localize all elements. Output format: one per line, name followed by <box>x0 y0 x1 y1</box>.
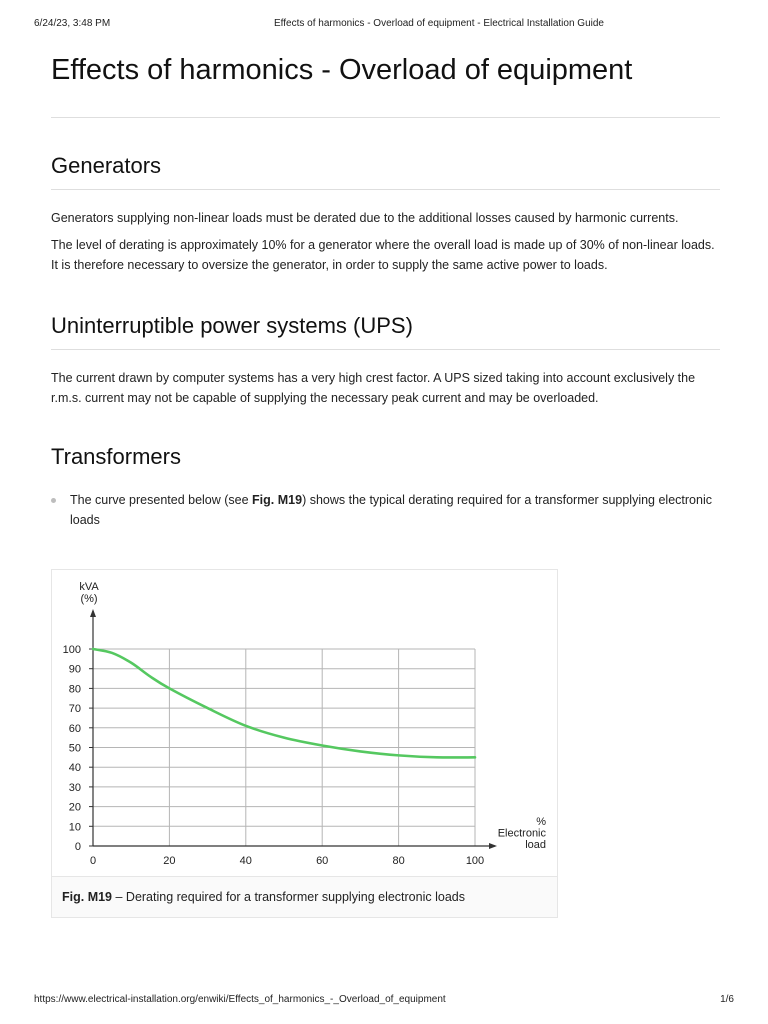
print-header <box>34 18 734 32</box>
y-tick-label: 50 <box>68 742 81 755</box>
y-axis-arrow <box>90 609 96 617</box>
figure-reference-link[interactable]: Fig. M19 <box>252 493 303 507</box>
bullet-icon <box>51 498 56 503</box>
y-tick-label: 10 <box>68 821 81 834</box>
x-tick-label: 60 <box>316 855 329 867</box>
y-tick-label: 0 <box>74 841 81 853</box>
transformers-list <box>51 490 720 530</box>
ups-paragraph-1: The current drawn by computer systems has a very high crest factor. A UPS sized taking into account exclusively the r.m.s. current may not be capable of supplying the necessary peak current and may be overloaded. <box>51 371 696 405</box>
y-tick-label: 20 <box>68 801 81 814</box>
y-tick-label: 100 <box>62 644 81 656</box>
list-item <box>51 490 720 530</box>
y-tick-label: 80 <box>68 683 81 696</box>
figure-caption-text: – Derating required for a transformer supplying electronic loads <box>112 890 465 904</box>
chart-grid <box>93 649 475 846</box>
x-tick-label: 40 <box>239 855 252 867</box>
x-tick-label: 100 <box>465 855 485 867</box>
y-axis-title: kVA <box>79 581 99 593</box>
y-axis-title: (%) <box>80 593 98 605</box>
generators-heading: Generators <box>51 153 162 178</box>
bullet-text-suffix: ) shows the typical derating required for a transformer supplying electronic loads <box>70 493 712 527</box>
y-tick-label: 60 <box>68 722 81 735</box>
page-title: Effects of harmonics - Overload of equipment <box>51 54 633 86</box>
print-page-number: 1/6 <box>720 994 734 1005</box>
title-divider <box>51 117 720 118</box>
x-axis-arrow <box>489 843 497 849</box>
print-document-title: Effects of harmonics - Overload of equipment - Electrical Installation Guide <box>274 18 604 29</box>
print-footer <box>34 994 734 1008</box>
print-url: https://www.electrical-installation.org/enwiki/Effects_of_harmonics_-_Overload_of_equipment <box>34 994 446 1005</box>
x-tick-label: 0 <box>89 855 97 867</box>
y-tick-label: 40 <box>68 762 81 775</box>
y-tick-label: 30 <box>68 781 81 794</box>
chart-labels <box>63 581 547 867</box>
x-axis-title: load <box>525 839 546 851</box>
article-content <box>51 50 720 530</box>
figure-caption-label: Fig. M19 <box>62 890 113 904</box>
ups-heading: Uninterruptible power systems (UPS) <box>51 313 413 338</box>
y-tick-label: 90 <box>68 663 81 676</box>
print-datetime: 6/24/23, 3:48 PM <box>34 18 111 29</box>
x-tick-label: 80 <box>392 855 405 867</box>
chart-axes <box>89 609 497 849</box>
x-axis-title: % <box>536 816 546 828</box>
transformers-heading: Transformers <box>51 444 181 469</box>
bullet-text-prefix: The curve presented below (see <box>70 493 253 507</box>
generators-paragraph-2: The level of derating is approximately 10% for a generator where the overall load is made up of 30% of non-linear loads. It is therefore necessary to oversize the generator, in order to supply the same active power to loads. <box>51 238 715 272</box>
generators-paragraph-1: Generators supplying non-linear loads must be derated due to the additional losses caused by harmonic currents. <box>51 211 679 225</box>
generators-divider <box>51 189 720 190</box>
x-tick-label: 20 <box>163 855 176 867</box>
figure-caption <box>52 876 557 917</box>
derating-chart <box>52 570 557 877</box>
x-axis-title: Electronic <box>497 827 546 840</box>
ups-divider <box>51 349 720 350</box>
figure-m19 <box>51 569 558 918</box>
y-tick-label: 70 <box>68 703 81 716</box>
chart-series <box>93 649 475 757</box>
derating-curve <box>93 649 475 757</box>
